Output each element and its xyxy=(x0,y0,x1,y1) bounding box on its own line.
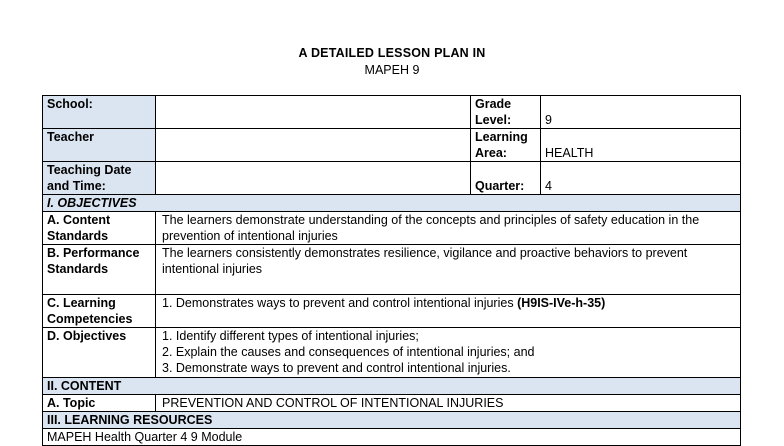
document-subtitle: MAPEH 9 xyxy=(364,63,420,77)
school-value xyxy=(156,96,471,129)
competencies-label: C. Learning Competencies xyxy=(43,295,156,328)
competencies-cell xyxy=(156,295,741,328)
area-value: HEALTH xyxy=(541,129,741,162)
resources-heading-row xyxy=(43,412,741,429)
objective-item: 2. Explain the causes and consequences of intentional injuries; and xyxy=(162,345,535,359)
content-standards-label: A. Content Standards xyxy=(43,212,156,245)
performance-standards-row xyxy=(43,245,741,295)
document-title: A DETAILED LESSON PLAN IN xyxy=(298,46,486,60)
content-standards-row xyxy=(43,212,741,245)
objectives-label: D. Objectives xyxy=(43,328,156,378)
objectives-list xyxy=(156,328,741,378)
objectives-heading-row xyxy=(43,195,741,212)
resources-first-line: MAPEH Health Quarter 4 9 Module xyxy=(43,429,741,446)
grade-label: Grade Level: xyxy=(471,96,541,129)
quarter-label: Quarter: xyxy=(471,162,541,195)
performance-standards-text: The learners consistently demonstrates resilience, vigilance and proactive behaviors to prevent intentional injuries xyxy=(156,245,741,295)
competencies-text: 1. Demonstrates ways to prevent and control intentional injuries xyxy=(162,296,518,310)
school-row xyxy=(43,96,741,129)
topic-text: PREVENTION AND CONTROL OF INTENTIONAL INJURIES xyxy=(156,395,741,412)
objective-item: 3. Demonstrate ways to prevent and control intentional injuries. xyxy=(162,361,511,375)
date-value xyxy=(156,162,471,195)
teacher-value xyxy=(156,129,471,162)
school-label: School: xyxy=(43,96,156,129)
date-label: Teaching Date and Time: xyxy=(43,162,156,195)
area-label: Learning Area: xyxy=(471,129,541,162)
content-standards-text: The learners demonstrate understanding of the concepts and principles of safety education in the prevention of intentional injuries xyxy=(156,212,741,245)
date-row xyxy=(43,162,741,195)
teacher-row xyxy=(43,129,741,162)
content-heading-row xyxy=(43,378,741,395)
topic-label: A. Topic xyxy=(43,395,156,412)
resources-heading: III. LEARNING RESOURCES xyxy=(43,412,741,429)
objectives-heading: I. OBJECTIVES xyxy=(43,195,741,212)
performance-standards-label: B. Performance Standards xyxy=(43,245,156,295)
content-heading: II. CONTENT xyxy=(43,378,741,395)
resources-row xyxy=(43,429,741,446)
teacher-label: Teacher xyxy=(43,129,156,162)
objectives-row xyxy=(43,328,741,378)
competencies-row xyxy=(43,295,741,328)
lesson-plan-table xyxy=(42,95,741,446)
objective-item: 1. Identify different types of intentional injuries; xyxy=(162,329,419,343)
quarter-value: 4 xyxy=(541,162,741,195)
topic-row xyxy=(43,395,741,412)
grade-value: 9 xyxy=(541,96,741,129)
competencies-code: (H9IS-IVe-h-35) xyxy=(517,296,606,310)
